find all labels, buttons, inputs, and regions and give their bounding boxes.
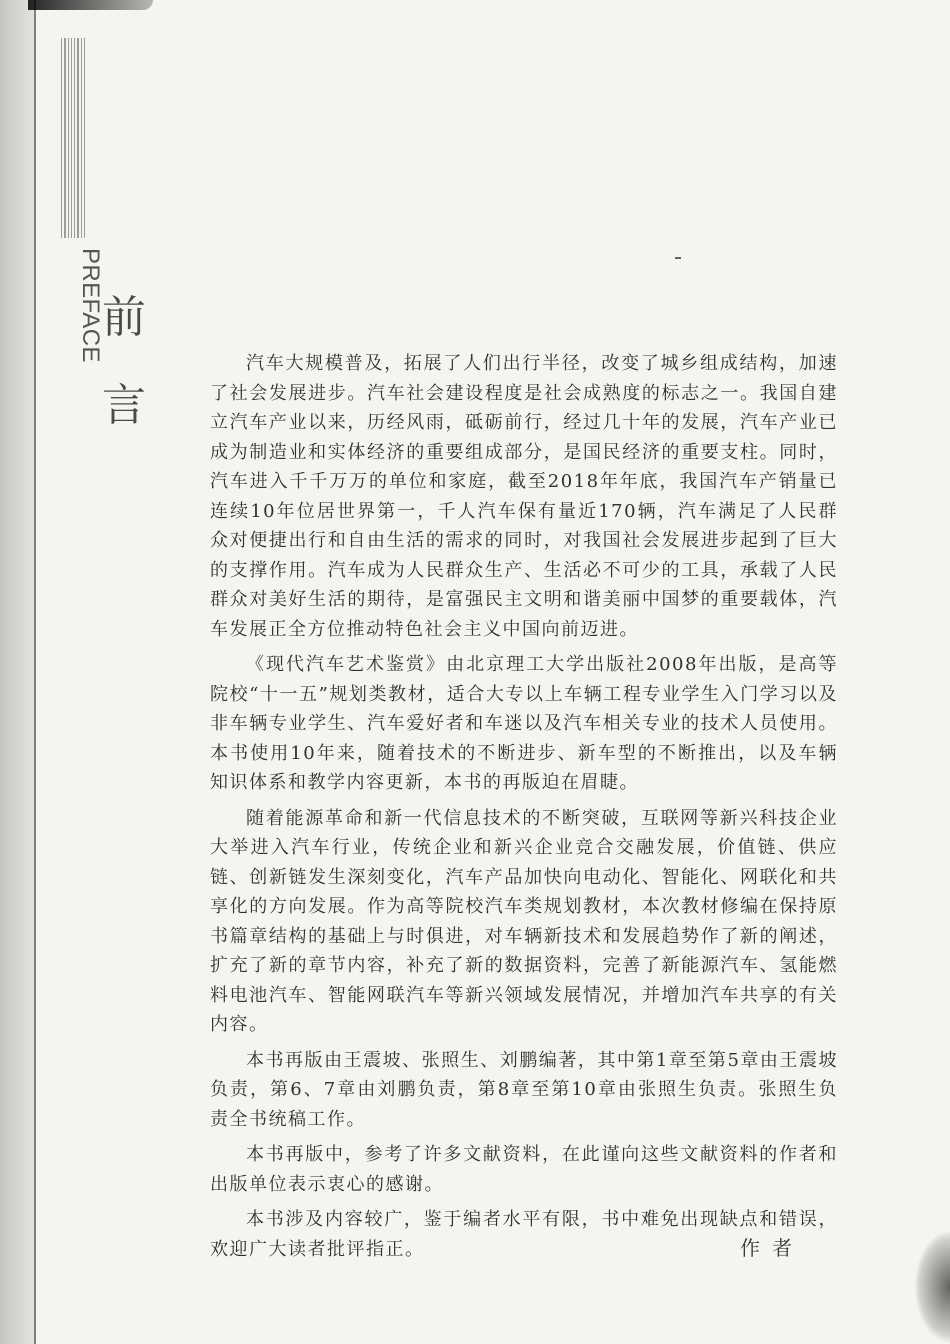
paragraph: 本书再版中，参考了许多文献资料，在此谨向这些文献资料的作者和出版单位表示衷心的感谢。 bbox=[210, 1144, 838, 1195]
decorative-stripe bbox=[74, 38, 75, 238]
decorative-stripe bbox=[77, 38, 78, 238]
page-title-char-2: 言 bbox=[102, 380, 146, 431]
paragraph: 本书再版由王震坡、张照生、刘鹏编著，其中第1章至第5章由王震坡负责，第6、7章由刘鹏负责，第8章至第10章由张照生负责。张照生负责全书统稿工作。 bbox=[210, 1049, 838, 1130]
decorative-stripe bbox=[61, 38, 62, 238]
preface-label-vertical bbox=[38, 248, 108, 368]
author-signature: 作者 bbox=[740, 1236, 804, 1260]
paragraph: 《现代汽车艺术鉴赏》由北京理工大学出版社2008年出版，是高等院校“十一五”规划类教材，适合大专以上车辆工程专业学生入门学习以及非车辆专业学生、汽车爱好者和车迷以及汽车相关专业的技术人员使用。本书使用10年来，随着技术的不断进步、新车型的不断推出，以及车辆知识体系和教学内容更新，本书的再版迫在眉睫。 bbox=[210, 654, 838, 793]
decorative-stripe bbox=[68, 38, 69, 238]
page-binding-line bbox=[34, 0, 36, 1344]
paragraph: 随着能源革命和新一代信息技术的不断突破，互联网等新兴科技企业大举进入汽车行业，传统企业和新兴企业竞合交融发展，价值链、供应链、创新链发生深刻变化，汽车产品加快向电动化、智能化、网联化和共享化的方向发展。作为高等院校汽车类规划教材，本次教材修编在保持原书篇章结构的基础上与时俱进，对车辆新技术和发展趋势作了新的阐述，扩充了新的章节内容，补充了新的数据资料，完善了新能源汽车、氢能燃料电池汽车、智能网联汽车等新兴领域发展情况，并增加汽车共享的有关内容。 bbox=[210, 807, 838, 1035]
page-title bbox=[100, 294, 148, 434]
decorative-stripe bbox=[64, 38, 65, 238]
paragraph: 汽车大规模普及，拓展了人们出行半径，改变了城乡组成结构，加速了社会发展进步。汽车社会建设程度是社会成熟度的标志之一。我国自建立汽车产业以来，历经风雨，砥砺前行，经过几十年的发展，汽车产业已成为制造业和实体经济的重要组成部分，是国民经济的重要支柱。同时，汽车进入千千万万的单位和家庭，截至2018年年底，我国汽车产销量已连续10年位居世界第一，千人汽车保有量近170辆，汽车满足了人民群众对便捷出行和自由生活的需求的同时，对我国社会发展进步起到了巨大的支撑作用。汽车成为人民群众生产、生活必不可少的工具，承载了人民群众对美好生活的期待，是富强民主文明和谐美丽中国梦的重要载体，汽车发展正全方位推动特色社会主义中国向前迈进。 bbox=[210, 353, 838, 640]
page-left-edge bbox=[0, 0, 36, 1344]
preface-label-text: PREFACE bbox=[77, 248, 104, 363]
decorative-stripes bbox=[61, 38, 85, 238]
decorative-stripe bbox=[84, 38, 85, 238]
preface-body bbox=[210, 349, 838, 1270]
decorative-stripe bbox=[81, 38, 82, 238]
scan-mark bbox=[675, 257, 681, 259]
paragraph: 本书涉及内容较广，鉴于编者水平有限，书中难免出现缺点和错误，欢迎广大读者批评指正。 bbox=[210, 1209, 838, 1260]
decorative-stripe bbox=[71, 38, 72, 238]
page-title-char-1: 前 bbox=[102, 292, 146, 343]
scan-shadow-top bbox=[28, 0, 153, 10]
scan-shadow-right-bottom bbox=[914, 1230, 950, 1344]
